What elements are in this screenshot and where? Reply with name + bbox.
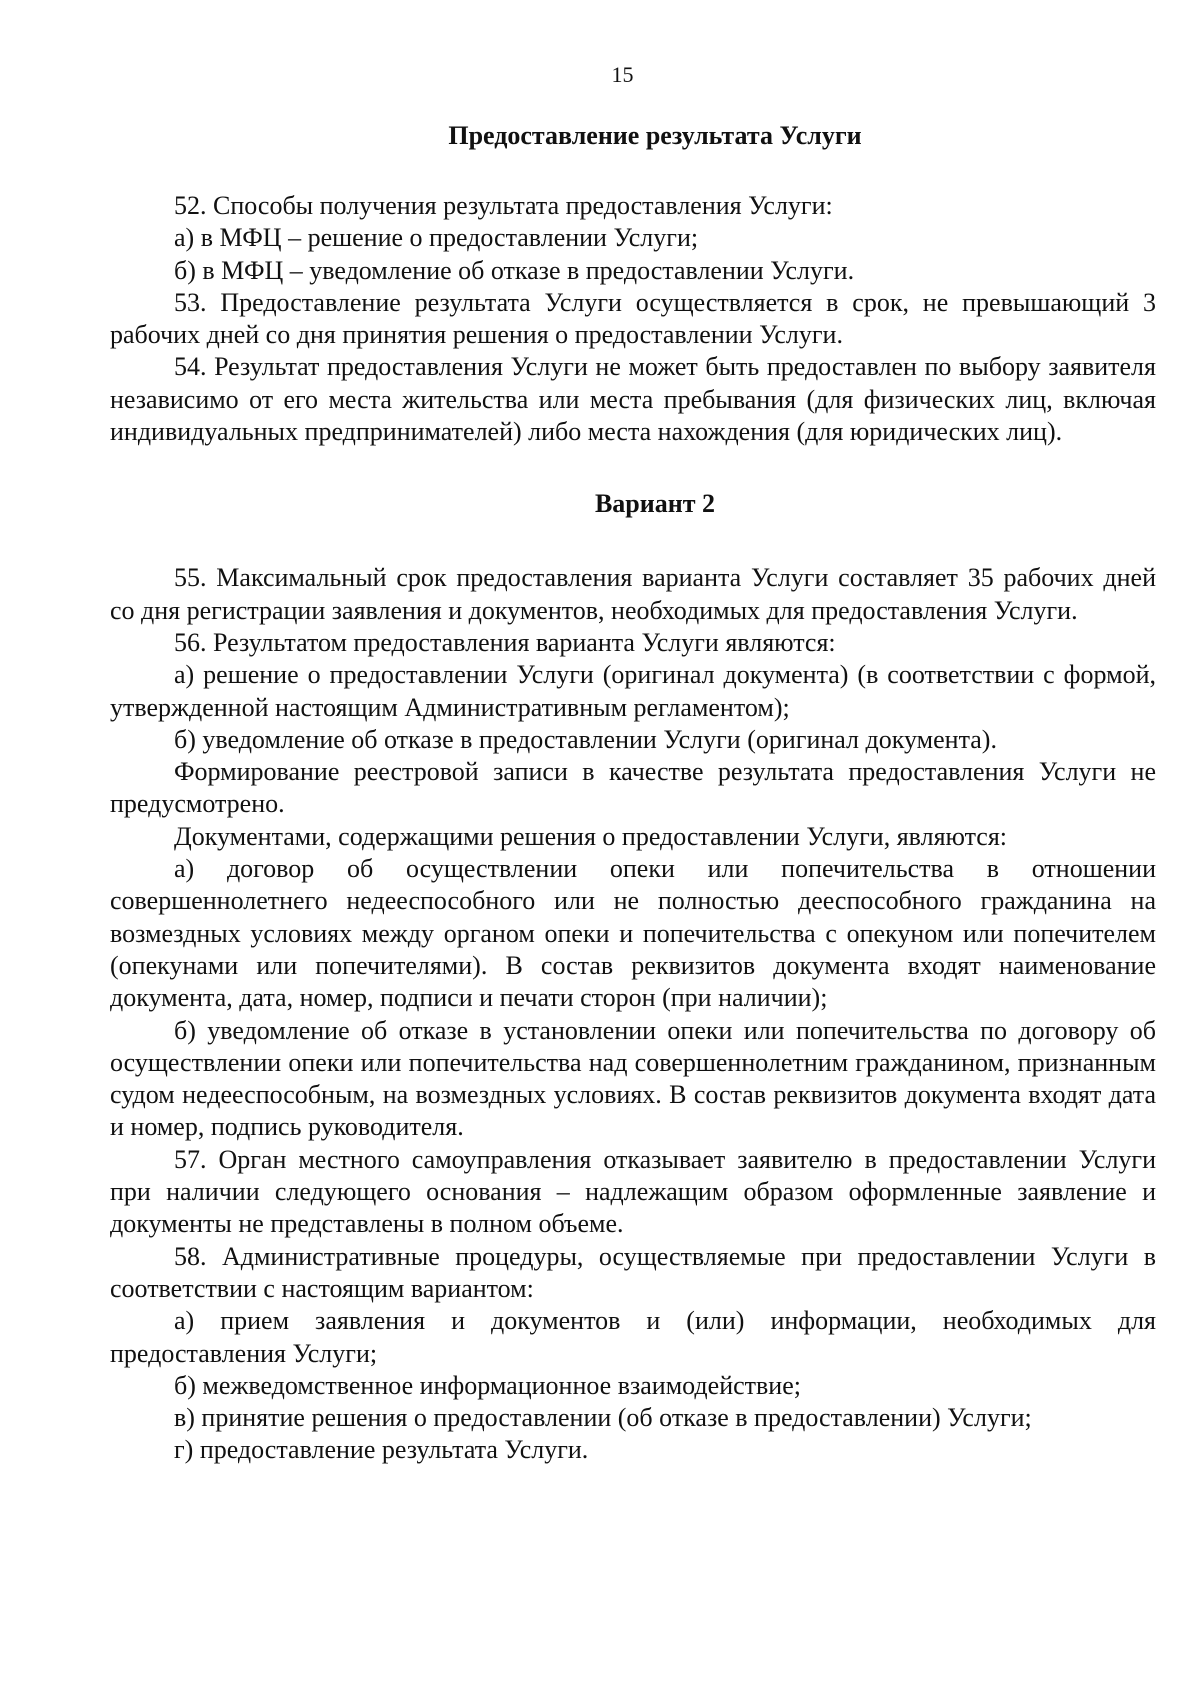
paragraph-58: 58. Административные процедуры, осуществляемые при предоставлении Услуги в соответствии с настоящим вариантом: — [110, 1241, 1156, 1303]
paragraph-56-a: а) решение о предоставлении Услуги (оригинал документа) (в соответствии с формой, утвержденной настоящим Административным регламентом); — [110, 660, 1156, 722]
paragraph-52-a: а) в МФЦ – решение о предоставлении Услуги; — [174, 223, 699, 253]
paragraph-registry-note: Формирование реестровой записи в качестве результата предоставления Услуги не предусмотрено. — [110, 757, 1156, 819]
paragraph-decision-documents-b: б) уведомление об отказе в установлении опеки или попечительства по договору об осуществлении опеки или попечительства над совершеннолетним гражданином, признанным судом недееспособным, на возмездных условиях. В состав реквизитов документа входят дата и номер, подпись руководителя. — [110, 1015, 1156, 1142]
paragraph-decision-documents-a: а) договор об осуществлении опеки или попечительства в отношении совершеннолетнего недееспособного или не полностью дееспособного гражданина на возмездных условиях между органом опеки и попечительства с опекуном или попечителем (опекунами или попечителями). В состав реквизитов документа входят наименование документа, дата, номер, подписи и печати сторон (при наличии); — [110, 854, 1156, 1013]
paragraph-54: 54. Результат предоставления Услуги не может быть предоставлен по выбору заявителя независимо от его места жительства или места пребывания (для физических лиц, включая индивидуальных предпринимателей) либо места нахождения (для юридических лиц). — [110, 352, 1156, 447]
paragraph-58-c: в) принятие решения о предоставлении (об отказе в предоставлении) Услуги; — [174, 1403, 1032, 1433]
section-title-result: Предоставление результата Услуги — [448, 121, 862, 150]
paragraph-57: 57. Орган местного самоуправления отказывает заявителю в предоставлении Услуги при наличии следующего основания – надлежащим образом оформленные заявление и документы не представлены в полном объеме. — [110, 1144, 1156, 1239]
paragraph-55: 55. Максимальный срок предоставления варианта Услуги составляет 35 рабочих дней со дня регистрации заявления и документов, необходимых для предоставления Услуги. — [110, 563, 1156, 625]
paragraph-52: 52. Способы получения результата предоставления Услуги: — [174, 191, 833, 220]
paragraph-52-b: б) в МФЦ – уведомление об отказе в предоставлении Услуги. — [174, 255, 855, 285]
paragraph-53: 53. Предоставление результата Услуги осуществляется в срок, не превышающий 3 рабочих дней со дня принятия решения о предоставлении Услуги. — [110, 287, 1156, 350]
paragraph-58-a: а) прием заявления и документов и (или) информации, необходимых для предоставления Услуги; — [110, 1306, 1156, 1368]
document-body — [110, 118, 1156, 1467]
paragraph-decision-documents: Документами, содержащими решения о предоставлении Услуги, являются: — [174, 821, 1008, 851]
paragraph-56-b: б) уведомление об отказе в предоставлении Услуги (оригинал документа). — [174, 724, 997, 754]
paragraph-56: 56. Результатом предоставления варианта Услуги являются: — [174, 627, 836, 657]
section-title-variant-2: Вариант 2 — [594, 489, 716, 519]
page-number: 15 — [611, 62, 634, 87]
paragraph-58-b: б) межведомственное информационное взаимодействие; — [174, 1370, 801, 1400]
paragraph-58-d: г) предоставление результата Услуги. — [174, 1435, 589, 1465]
